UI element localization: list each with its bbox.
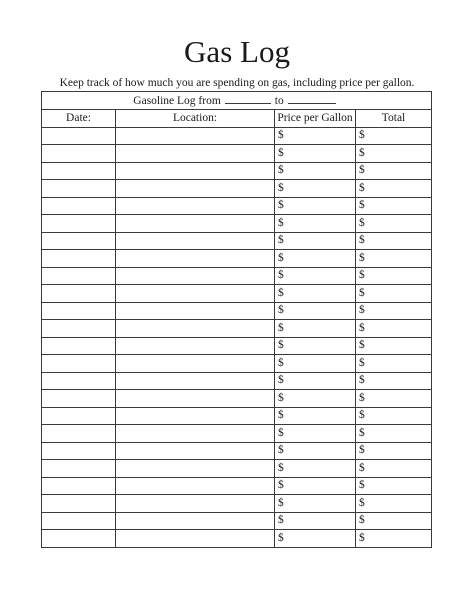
table-row [42, 285, 432, 303]
location-cell[interactable] [116, 145, 275, 163]
location-cell[interactable] [116, 250, 275, 268]
log-range-cell [42, 92, 432, 110]
price-per-gallon-cell[interactable] [275, 495, 356, 513]
table-row [42, 425, 432, 443]
total-cell[interactable] [356, 442, 432, 460]
location-cell[interactable] [116, 197, 275, 215]
location-cell[interactable] [116, 355, 275, 373]
dollar-sign: $ [359, 339, 365, 352]
price-per-gallon-cell[interactable] [275, 215, 356, 233]
location-cell[interactable] [116, 127, 275, 145]
location-cell[interactable] [116, 215, 275, 233]
table-row [42, 197, 432, 215]
date-cell[interactable] [42, 145, 116, 163]
table-row [42, 145, 432, 163]
dollar-sign: $ [278, 321, 284, 334]
table-row [42, 162, 432, 180]
total-cell[interactable] [356, 127, 432, 145]
price-per-gallon-cell[interactable] [275, 285, 356, 303]
dollar-sign: $ [278, 496, 284, 509]
dollar-sign: $ [278, 444, 284, 457]
location-cell[interactable] [116, 530, 275, 548]
table-row [42, 215, 432, 233]
dollar-sign: $ [278, 181, 284, 194]
column-header-row [42, 110, 432, 128]
price-per-gallon-cell[interactable] [275, 407, 356, 425]
page-title: Gas Log [184, 34, 290, 69]
date-cell[interactable] [42, 407, 116, 425]
gas-log-table [41, 91, 432, 548]
price-per-gallon-cell[interactable] [275, 145, 356, 163]
table-row [42, 127, 432, 145]
dollar-sign: $ [359, 409, 365, 422]
price-per-gallon-cell[interactable] [275, 127, 356, 145]
location-cell[interactable] [116, 180, 275, 198]
dollar-sign: $ [278, 199, 284, 212]
price-per-gallon-cell[interactable] [275, 425, 356, 443]
dollar-sign: $ [278, 356, 284, 369]
total-cell[interactable] [356, 215, 432, 233]
location-cell[interactable] [116, 390, 275, 408]
log-to-blank[interactable] [288, 94, 336, 104]
total-cell[interactable] [356, 495, 432, 513]
dollar-sign: $ [278, 216, 284, 229]
dollar-sign: $ [359, 251, 365, 264]
dollar-sign: $ [359, 199, 365, 212]
price-per-gallon-cell[interactable] [275, 302, 356, 320]
total-cell[interactable] [356, 250, 432, 268]
location-cell[interactable] [116, 425, 275, 443]
dollar-sign: $ [278, 146, 284, 159]
dollar-sign: $ [359, 234, 365, 247]
date-cell[interactable] [42, 302, 116, 320]
dollar-sign: $ [278, 409, 284, 422]
date-cell[interactable] [42, 460, 116, 478]
table-row [42, 250, 432, 268]
total-cell[interactable] [356, 460, 432, 478]
table-row [42, 337, 432, 355]
location-cell[interactable] [116, 372, 275, 390]
price-per-gallon-cell[interactable] [275, 355, 356, 373]
date-cell[interactable] [42, 267, 116, 285]
total-cell[interactable] [356, 512, 432, 530]
dollar-sign: $ [359, 164, 365, 177]
dollar-sign: $ [359, 461, 365, 474]
table-row [42, 180, 432, 198]
date-cell[interactable] [42, 495, 116, 513]
price-per-gallon-cell[interactable] [275, 390, 356, 408]
dollar-sign: $ [278, 164, 284, 177]
location-cell[interactable] [116, 162, 275, 180]
dollar-sign: $ [359, 356, 365, 369]
column-header-price-per-gallon: Price per Gallon [275, 110, 356, 128]
date-cell[interactable] [42, 355, 116, 373]
date-cell[interactable] [42, 442, 116, 460]
dollar-sign: $ [359, 444, 365, 457]
table-row [42, 302, 432, 320]
date-cell[interactable] [42, 285, 116, 303]
dollar-sign: $ [359, 496, 365, 509]
date-cell[interactable] [42, 337, 116, 355]
price-per-gallon-cell[interactable] [275, 250, 356, 268]
date-cell[interactable] [42, 512, 116, 530]
location-cell[interactable] [116, 320, 275, 338]
location-cell[interactable] [116, 285, 275, 303]
location-cell[interactable] [116, 267, 275, 285]
price-per-gallon-cell[interactable] [275, 337, 356, 355]
dollar-sign: $ [278, 339, 284, 352]
log-from-blank[interactable] [225, 94, 271, 104]
log-range-row [42, 92, 432, 110]
dollar-sign: $ [359, 531, 365, 544]
page-subtitle: Keep track of how much you are spending on gas, including price per gallon. [59, 77, 415, 89]
dollar-sign: $ [278, 304, 284, 317]
table-row [42, 442, 432, 460]
price-per-gallon-cell[interactable] [275, 320, 356, 338]
dollar-sign: $ [278, 129, 284, 142]
total-cell[interactable] [356, 180, 432, 198]
location-cell[interactable] [116, 460, 275, 478]
dollar-sign: $ [359, 181, 365, 194]
table-row [42, 512, 432, 530]
column-header-date: Date: [42, 110, 116, 128]
price-per-gallon-cell[interactable] [275, 442, 356, 460]
location-cell[interactable] [116, 512, 275, 530]
location-cell[interactable] [116, 407, 275, 425]
dollar-sign: $ [359, 129, 365, 142]
table-row [42, 477, 432, 495]
date-cell[interactable] [42, 197, 116, 215]
log-from-label: Gasoline Log from [133, 94, 221, 107]
dollar-sign: $ [359, 286, 365, 299]
total-cell[interactable] [356, 477, 432, 495]
date-cell[interactable] [42, 215, 116, 233]
date-cell[interactable] [42, 250, 116, 268]
dollar-sign: $ [359, 321, 365, 334]
price-per-gallon-cell[interactable] [275, 197, 356, 215]
dollar-sign: $ [278, 531, 284, 544]
date-cell[interactable] [42, 320, 116, 338]
table-row [42, 267, 432, 285]
price-per-gallon-cell[interactable] [275, 162, 356, 180]
dollar-sign: $ [278, 461, 284, 474]
price-per-gallon-cell[interactable] [275, 530, 356, 548]
date-cell[interactable] [42, 425, 116, 443]
total-cell[interactable] [356, 302, 432, 320]
table-row [42, 390, 432, 408]
total-cell[interactable] [356, 145, 432, 163]
dollar-sign: $ [359, 216, 365, 229]
dollar-sign: $ [359, 304, 365, 317]
table-row [42, 407, 432, 425]
total-cell[interactable] [356, 425, 432, 443]
table-row [42, 460, 432, 478]
dollar-sign: $ [359, 269, 365, 282]
total-cell[interactable] [356, 372, 432, 390]
table-row [42, 530, 432, 548]
date-cell[interactable] [42, 390, 116, 408]
dollar-sign: $ [278, 479, 284, 492]
date-cell[interactable] [42, 162, 116, 180]
total-cell[interactable] [356, 232, 432, 250]
dollar-sign: $ [359, 374, 365, 387]
table-row [42, 495, 432, 513]
date-cell[interactable] [42, 477, 116, 495]
location-cell[interactable] [116, 302, 275, 320]
price-per-gallon-cell[interactable] [275, 180, 356, 198]
dollar-sign: $ [359, 426, 365, 439]
total-cell[interactable] [356, 320, 432, 338]
price-per-gallon-cell[interactable] [275, 477, 356, 495]
total-cell[interactable] [356, 530, 432, 548]
dollar-sign: $ [359, 479, 365, 492]
column-header-total: Total [356, 110, 432, 128]
table-row [42, 320, 432, 338]
price-per-gallon-cell[interactable] [275, 512, 356, 530]
dollar-sign: $ [278, 374, 284, 387]
total-cell[interactable] [356, 355, 432, 373]
price-per-gallon-cell[interactable] [275, 460, 356, 478]
location-cell[interactable] [116, 337, 275, 355]
dollar-sign: $ [278, 269, 284, 282]
location-cell[interactable] [116, 442, 275, 460]
location-cell[interactable] [116, 232, 275, 250]
date-cell[interactable] [42, 180, 116, 198]
table-row [42, 372, 432, 390]
total-cell[interactable] [356, 267, 432, 285]
date-cell[interactable] [42, 232, 116, 250]
total-cell[interactable] [356, 162, 432, 180]
date-cell[interactable] [42, 372, 116, 390]
date-cell[interactable] [42, 530, 116, 548]
dollar-sign: $ [278, 426, 284, 439]
price-per-gallon-cell[interactable] [275, 267, 356, 285]
location-cell[interactable] [116, 477, 275, 495]
dollar-sign: $ [359, 146, 365, 159]
date-cell[interactable] [42, 127, 116, 145]
total-cell[interactable] [356, 390, 432, 408]
column-header-location: Location: [116, 110, 275, 128]
total-cell[interactable] [356, 407, 432, 425]
dollar-sign: $ [278, 514, 284, 527]
dollar-sign: $ [278, 234, 284, 247]
dollar-sign: $ [278, 391, 284, 404]
dollar-sign: $ [278, 286, 284, 299]
location-cell[interactable] [116, 495, 275, 513]
price-per-gallon-cell[interactable] [275, 372, 356, 390]
price-per-gallon-cell[interactable] [275, 232, 356, 250]
total-cell[interactable] [356, 197, 432, 215]
dollar-sign: $ [359, 514, 365, 527]
dollar-sign: $ [359, 391, 365, 404]
dollar-sign: $ [278, 251, 284, 264]
table-row [42, 232, 432, 250]
log-to-label: to [274, 94, 284, 107]
table-row [42, 355, 432, 373]
total-cell[interactable] [356, 285, 432, 303]
total-cell[interactable] [356, 337, 432, 355]
